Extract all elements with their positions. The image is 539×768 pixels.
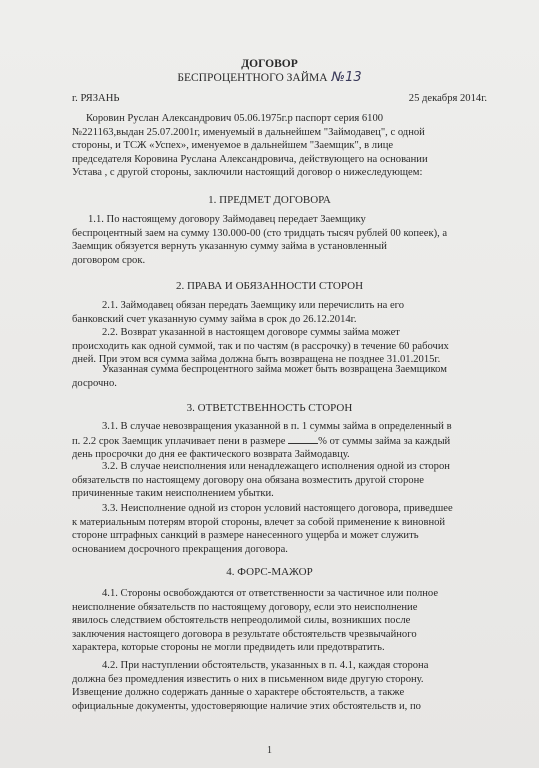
section-heading-1: 1. ПРЕДМЕТ ДОГОВОРА bbox=[208, 194, 331, 206]
section-2-note bbox=[72, 363, 489, 390]
contract-date: 25 декабря 2014г. bbox=[408, 93, 487, 104]
text-line: основанием досрочного прекращения договора. bbox=[72, 543, 288, 555]
text-line: 4.1. Стороны освобождаются от ответственности за частичное или полное bbox=[102, 588, 439, 599]
section-3-clause-1 bbox=[72, 420, 489, 462]
section-heading-3: 3. ОТВЕТСТВЕННОСТЬ СТОРОН bbox=[186, 402, 353, 414]
text-line: происходить как одной суммой, так и по частям (в рассрочку) в течение 60 рабочих bbox=[72, 340, 449, 352]
intro-paragraph bbox=[72, 112, 489, 180]
text-line bbox=[72, 434, 489, 449]
text-line: 1.1. По настоящему договору Займодавец передает Заемщику bbox=[88, 214, 366, 225]
page-number: 1 bbox=[267, 745, 272, 756]
intro-line: №221163,выдан 25.07.2001г, именуемый в дальнейшем "Займодавец", с одной bbox=[72, 126, 425, 138]
text-line: обязательств по настоящему договору она обязана возместить другой стороне bbox=[72, 474, 424, 486]
section-3-clause-2 bbox=[72, 460, 489, 501]
text-line: 3.2. В случае неисполнения или ненадлежащего исполнения одной из сторон bbox=[102, 461, 450, 472]
intro-line: председателя Коровина Руслана Александровича, действующего на основании bbox=[72, 153, 428, 165]
text-line: официальные документы, удостоверяющие наличие этих обстоятельств и, по bbox=[72, 700, 421, 712]
text-line: характера, которые стороны не могли предвидеть или предотвратить. bbox=[72, 642, 385, 654]
text-line: банковский счет указанную сумму займа в срок до 26.12.2014г. bbox=[72, 313, 357, 325]
text-line: беспроцентный заем на сумму 130.000-00 (сто тридцать тысяч рублей 00 копеек), а bbox=[72, 227, 448, 239]
text-line: 2.1. Займодавец обязан передать Заемщику или перечислить на его bbox=[102, 300, 405, 311]
section-heading-2: 2. ПРАВА И ОБЯЗАННОСТИ СТОРОН bbox=[175, 280, 364, 292]
section-4-clause-1 bbox=[72, 587, 489, 655]
section-heading-4: 4. ФОРС-МАЖОР bbox=[226, 566, 313, 578]
text-line: к материальным потерям второй стороны, влечет за собой применение к виновной bbox=[72, 516, 446, 528]
text-fragment: п. 2.2 срок Заемщик уплачивает пени в размере bbox=[72, 435, 286, 447]
text-line: причиненные таким неисполнением убытки. bbox=[72, 488, 274, 500]
text-line: 4.2. При наступлении обстоятельств, указанных в п. 4.1, каждая сторона bbox=[102, 660, 429, 671]
text-line: досрочно. bbox=[72, 377, 117, 389]
place: г. РЯЗАНЬ bbox=[72, 93, 120, 104]
text-line: дней. При этом вся сумма займа должна быть возвращена не позднее 31.01.2015г. bbox=[72, 354, 441, 366]
text-line: договором срок. bbox=[72, 254, 146, 266]
text-line: Указанная сумма беспроцентного займа может быть возвращена Заемщиком bbox=[102, 364, 447, 375]
document-title: ДОГОВОР bbox=[241, 58, 298, 70]
text-line: 3.3. Неисполнение одной из сторон условий настоящего договора, приведшее bbox=[102, 503, 453, 514]
handwritten-contract-number: №13 bbox=[331, 70, 362, 85]
text-line: стороне штрафных санкций в размере нанесенного ущерба и может служить bbox=[72, 530, 419, 542]
section-2-text bbox=[72, 299, 489, 367]
text-line: явилось следствием обстоятельств непреодолимой силы, возникших после bbox=[72, 615, 411, 627]
section-1-text bbox=[72, 213, 489, 267]
text-fragment: % от суммы займа за каждый bbox=[318, 435, 451, 447]
subtitle-text: БЕСПРОЦЕНТНОГО ЗАЙМА bbox=[177, 72, 328, 84]
text-line: Заемщик обязуется вернуть указанную сумму займа в установленный bbox=[72, 241, 387, 253]
text-line: Извещение должно содержать данные о характере обстоятельств, а также bbox=[72, 687, 405, 699]
text-line: заключения настоящего договора в результате обстоятельств чрезвычайного bbox=[72, 628, 417, 640]
section-4-clause-2 bbox=[72, 659, 489, 713]
penalty-percent-blank bbox=[288, 434, 318, 444]
text-line: неисполнение обязательств по настоящему договору, если это неисполнение bbox=[72, 601, 418, 613]
intro-line: Устава , с другой стороны, заключили настоящий договор о нижеследующем: bbox=[72, 167, 423, 179]
text-line: день просрочки до дня ее фактического возврата Займодавцу. bbox=[72, 449, 350, 461]
section-3-clause-3 bbox=[72, 502, 489, 556]
text-line: должна без промедления известить о них в письменном виде другую сторону. bbox=[72, 673, 424, 685]
document-subtitle bbox=[0, 71, 539, 85]
intro-line: Коровин Руслан Александрович 05.06.1975г.р паспорт серия 6100 bbox=[86, 113, 384, 124]
text-line: 3.1. В случае невозвращения указанной в п. 1 суммы займа в определенный в bbox=[102, 421, 452, 432]
text-line: 2.2. Возврат указанной в настоящем договоре суммы займа может bbox=[102, 327, 400, 339]
intro-line: стороны, и ТСЖ «Успех», именуемое в дальнейшем "Заемщик", в лице bbox=[72, 140, 394, 152]
